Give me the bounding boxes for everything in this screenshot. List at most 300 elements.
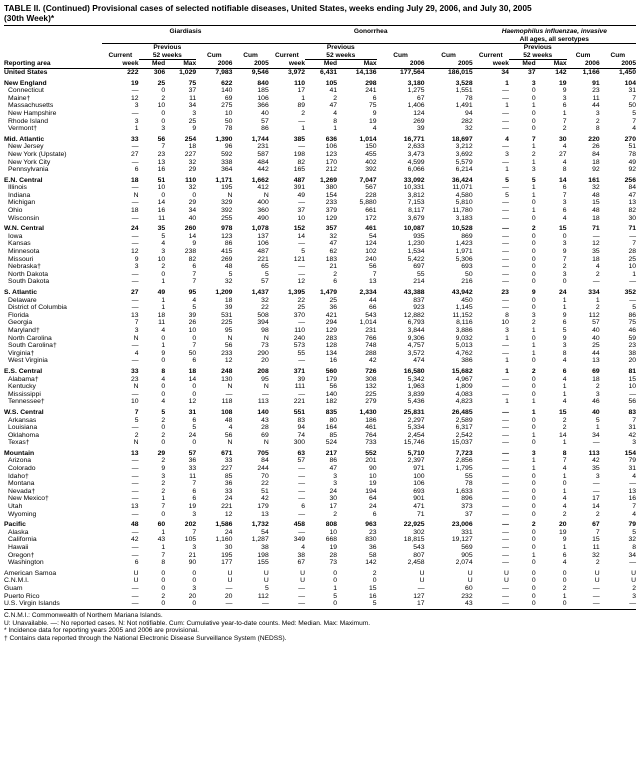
value-cell: 41 bbox=[329, 87, 338, 95]
value-cell: 693 bbox=[413, 487, 425, 495]
value-cell: 43 bbox=[261, 416, 269, 424]
value-cell: 2,458 bbox=[407, 559, 425, 567]
value-cell: 0 bbox=[531, 117, 536, 125]
value-cell: — bbox=[502, 214, 509, 222]
value-cell: 1,078 bbox=[251, 225, 269, 233]
value-cell: 7 bbox=[632, 94, 636, 102]
value-cell: 48 bbox=[592, 191, 600, 199]
value-cell: 31 bbox=[628, 465, 636, 473]
value-cell: 21 bbox=[329, 263, 338, 271]
value-cell: 3 bbox=[595, 390, 600, 398]
value-cell: 0 bbox=[531, 109, 536, 117]
value-cell: 232 bbox=[461, 592, 473, 600]
table-row bbox=[4, 143, 636, 151]
value-cell: — bbox=[502, 457, 509, 465]
value-cell: 5 bbox=[632, 528, 636, 536]
value-cell: 15,746 bbox=[403, 439, 425, 447]
value-cell: 971 bbox=[413, 465, 425, 473]
value-cell: 86 bbox=[628, 311, 636, 319]
value-cell: 51 bbox=[157, 176, 166, 184]
value-cell: 0 bbox=[531, 536, 536, 544]
reporting-area-cell: Indiana bbox=[8, 191, 31, 199]
value-cell: 0 bbox=[161, 270, 166, 278]
value-cell: 2 bbox=[595, 304, 600, 312]
value-cell: — bbox=[502, 87, 509, 95]
value-cell: 7 bbox=[632, 503, 636, 511]
value-cell: — bbox=[131, 592, 139, 600]
value-cell: 7 bbox=[632, 240, 636, 248]
value-cell: 1 bbox=[505, 166, 509, 174]
value-cell: 18 bbox=[592, 158, 600, 166]
table-row bbox=[4, 391, 636, 399]
value-cell: 1 bbox=[161, 544, 166, 551]
value-cell: 0 bbox=[531, 528, 536, 536]
value-cell: 766 bbox=[365, 334, 377, 342]
value-cell: 290 bbox=[257, 349, 269, 357]
table-row bbox=[4, 327, 636, 335]
value-cell: 471 bbox=[413, 503, 425, 511]
value-cell: 50 bbox=[188, 349, 197, 357]
value-cell: 57 bbox=[261, 117, 269, 125]
value-cell: 3,528 bbox=[455, 79, 473, 87]
value-cell: — bbox=[298, 510, 306, 518]
value-cell: 3 bbox=[562, 199, 567, 207]
table-row bbox=[4, 87, 636, 95]
reporting-area-cell: U.S. Virgin Islands bbox=[4, 600, 60, 608]
value-cell: 140 bbox=[221, 87, 233, 95]
value-cell: 1,166 bbox=[582, 68, 600, 76]
value-cell: 182 bbox=[325, 398, 338, 406]
group-haemophilus-sub: All ages, all serotypes bbox=[473, 36, 636, 44]
table-row bbox=[4, 457, 636, 465]
value-cell: 106 bbox=[325, 143, 338, 151]
reporting-area-cell: South Dakota bbox=[8, 278, 50, 286]
value-cell: 40 bbox=[592, 334, 600, 342]
value-cell: 0 bbox=[161, 117, 166, 125]
value-cell: — bbox=[502, 584, 509, 592]
value-cell: 4 bbox=[562, 158, 567, 166]
value-cell: 748 bbox=[365, 342, 377, 350]
value-cell: 3 bbox=[632, 592, 636, 600]
table-row bbox=[4, 151, 636, 159]
value-cell: 4 bbox=[228, 424, 233, 432]
value-cell: — bbox=[131, 600, 139, 608]
value-cell: — bbox=[131, 457, 139, 465]
value-cell: 1 bbox=[333, 125, 338, 133]
value-cell: 1 bbox=[161, 296, 166, 304]
value-cell: 2 bbox=[333, 270, 338, 278]
value-cell: 2 bbox=[301, 109, 306, 117]
value-cell: 0 bbox=[531, 480, 536, 488]
value-cell: 123 bbox=[325, 150, 338, 158]
value-cell: 298 bbox=[365, 79, 377, 87]
value-cell: 81 bbox=[628, 367, 636, 375]
value-cell: 47 bbox=[628, 191, 636, 199]
value-cell: 23 bbox=[368, 528, 377, 536]
value-cell: 33 bbox=[130, 135, 139, 143]
value-cell: 121 bbox=[293, 255, 306, 263]
hdr-cum: Cum bbox=[393, 52, 408, 60]
value-cell: — bbox=[502, 449, 509, 457]
value-cell: 573 bbox=[293, 342, 306, 350]
table-row bbox=[4, 465, 636, 473]
value-cell: 2 bbox=[161, 416, 166, 424]
value-cell: 106 bbox=[413, 480, 425, 488]
group-haemophilus: Haemophilus influenzae, invasive bbox=[501, 28, 607, 35]
value-cell: 42 bbox=[368, 357, 377, 365]
value-cell: — bbox=[131, 584, 139, 592]
value-cell: 3,679 bbox=[407, 214, 425, 222]
value-cell: 40 bbox=[592, 326, 600, 334]
value-cell: 57 bbox=[592, 319, 600, 327]
value-cell: U bbox=[300, 577, 306, 585]
table-row bbox=[4, 376, 636, 384]
value-cell: U bbox=[300, 569, 306, 577]
hdr-2005: 2005 bbox=[600, 60, 636, 69]
region-row bbox=[4, 174, 636, 185]
value-cell: 32 bbox=[465, 125, 473, 133]
value-cell: 10 bbox=[157, 102, 166, 110]
value-cell: 37 bbox=[188, 87, 197, 95]
value-cell: 9 bbox=[161, 465, 166, 473]
value-cell: 19 bbox=[368, 117, 377, 125]
value-cell: 6 bbox=[372, 510, 377, 518]
reporting-area-cell: W.N. Central bbox=[4, 225, 45, 233]
value-cell: 0 bbox=[161, 390, 166, 398]
value-cell: 7 bbox=[531, 135, 536, 143]
table-row bbox=[4, 503, 636, 511]
value-cell: — bbox=[298, 465, 306, 473]
value-cell: — bbox=[298, 199, 306, 207]
value-cell: 60 bbox=[157, 521, 166, 529]
value-cell: 0 bbox=[161, 439, 166, 447]
value-cell: 0 bbox=[161, 510, 166, 518]
value-cell: N bbox=[133, 383, 139, 391]
value-cell: 123 bbox=[221, 232, 233, 240]
value-cell: 6 bbox=[562, 551, 567, 559]
value-cell: — bbox=[298, 584, 306, 592]
value-cell: 5,880 bbox=[359, 199, 377, 207]
value-cell: 2 bbox=[161, 94, 166, 102]
value-cell: 1,534 bbox=[407, 248, 425, 256]
value-cell: — bbox=[502, 207, 509, 215]
value-cell: 5,579 bbox=[455, 158, 473, 166]
value-cell: U bbox=[227, 569, 233, 577]
value-cell: 84 bbox=[592, 150, 600, 158]
value-cell: 0 bbox=[531, 544, 536, 551]
table-row bbox=[4, 297, 636, 305]
value-cell: 31 bbox=[628, 424, 636, 432]
value-cell: 4 bbox=[333, 109, 338, 117]
region-row bbox=[4, 77, 636, 88]
reporting-area-cell: United States bbox=[4, 68, 48, 76]
value-cell: 233 bbox=[325, 199, 338, 207]
value-cell: 2 bbox=[531, 367, 536, 375]
value-cell: 18 bbox=[224, 296, 233, 304]
value-cell: 5 bbox=[134, 416, 139, 424]
value-cell: 51 bbox=[628, 143, 636, 151]
value-cell: 5 bbox=[562, 326, 567, 334]
value-cell: 1 bbox=[505, 102, 509, 110]
value-cell: 5 bbox=[161, 408, 166, 416]
value-cell: 7 bbox=[134, 319, 139, 327]
value-cell: 26 bbox=[592, 143, 600, 151]
value-cell: 0 bbox=[531, 416, 536, 424]
value-cell: 44 bbox=[592, 102, 600, 110]
value-cell: 4 bbox=[161, 326, 166, 334]
value-cell: 221 bbox=[293, 398, 306, 406]
value-cell: 458 bbox=[293, 521, 306, 529]
value-cell: 0 bbox=[562, 569, 567, 577]
value-cell: 106 bbox=[257, 240, 269, 248]
value-cell: N bbox=[133, 439, 139, 447]
value-cell: 3 bbox=[632, 439, 636, 447]
value-cell: 5 bbox=[228, 270, 233, 278]
value-cell: 524 bbox=[325, 439, 338, 447]
reporting-area-cell: Nevada† bbox=[8, 487, 36, 495]
reporting-area-cell: Florida bbox=[8, 311, 29, 319]
value-cell: — bbox=[131, 304, 139, 312]
value-cell: 32 bbox=[261, 296, 269, 304]
value-cell: 35 bbox=[592, 465, 600, 473]
value-cell: 0 bbox=[531, 495, 536, 503]
value-cell: 33 bbox=[130, 367, 139, 375]
table-row bbox=[4, 536, 636, 544]
value-cell: 56 bbox=[628, 398, 636, 406]
hdr-week: week bbox=[473, 60, 509, 69]
value-cell: — bbox=[502, 232, 509, 240]
table-row bbox=[4, 256, 636, 264]
value-cell: 14 bbox=[558, 176, 567, 184]
value-cell: 198 bbox=[293, 150, 306, 158]
value-cell: U bbox=[594, 577, 600, 585]
value-cell: 0 bbox=[161, 357, 166, 365]
value-cell: 9 bbox=[134, 255, 139, 263]
value-cell: 11 bbox=[592, 94, 600, 102]
hdr-current-3: Current bbox=[478, 52, 503, 60]
value-cell: 1,744 bbox=[251, 135, 269, 143]
value-cell: 668 bbox=[325, 536, 338, 544]
value-cell: 0 bbox=[531, 296, 536, 304]
reporting-area-cell: Arizona bbox=[8, 457, 32, 465]
value-cell: 23 bbox=[592, 87, 600, 95]
value-cell: — bbox=[502, 390, 509, 398]
value-cell: 11 bbox=[189, 94, 197, 102]
table-row bbox=[4, 495, 636, 503]
value-cell: 1 bbox=[301, 94, 306, 102]
region-row bbox=[4, 365, 636, 376]
value-cell: 32 bbox=[628, 536, 636, 544]
value-cell: 2 bbox=[161, 487, 166, 495]
value-cell: 20 bbox=[188, 592, 197, 600]
value-cell: 1,437 bbox=[251, 289, 269, 296]
value-cell: 0 bbox=[531, 375, 536, 383]
value-cell: 67 bbox=[592, 521, 600, 529]
value-cell: 3,844 bbox=[407, 326, 425, 334]
value-cell: 1 bbox=[562, 109, 567, 117]
value-cell: 65 bbox=[261, 263, 269, 271]
footnote: † Contains data reported through the National Electronic Disease Surveillance System (NEDSS). bbox=[4, 635, 287, 643]
value-cell: — bbox=[629, 480, 636, 488]
value-cell: 3 bbox=[134, 263, 139, 271]
value-cell: 60 bbox=[465, 584, 473, 592]
value-cell: — bbox=[502, 304, 509, 312]
table-body bbox=[4, 68, 636, 607]
value-cell: 661 bbox=[365, 207, 377, 215]
hdr-max: Max bbox=[337, 60, 377, 69]
value-cell: 869 bbox=[461, 232, 473, 240]
value-cell: 978 bbox=[221, 225, 233, 233]
value-cell: 90 bbox=[368, 465, 377, 473]
value-cell: 835 bbox=[325, 408, 338, 416]
value-cell: 10 bbox=[628, 383, 636, 391]
value-cell: 0 bbox=[531, 559, 536, 567]
value-cell: 5 bbox=[505, 191, 509, 199]
value-cell: 100 bbox=[413, 472, 425, 480]
value-cell: U bbox=[631, 577, 636, 585]
table-row bbox=[4, 488, 636, 496]
value-cell: 1 bbox=[595, 296, 600, 304]
value-cell: 392 bbox=[221, 207, 233, 215]
value-cell: 248 bbox=[221, 367, 233, 375]
value-cell: — bbox=[592, 592, 600, 600]
value-cell: 0 bbox=[562, 577, 567, 585]
value-cell: — bbox=[502, 109, 509, 117]
value-cell: — bbox=[502, 439, 509, 447]
value-cell: 1,406 bbox=[407, 102, 425, 110]
value-cell: 214 bbox=[413, 278, 425, 286]
value-cell: 14 bbox=[297, 232, 306, 240]
value-cell: 71 bbox=[417, 510, 425, 518]
value-cell: 18 bbox=[592, 375, 600, 383]
value-cell: — bbox=[592, 278, 600, 286]
reporting-area-cell: Washington bbox=[8, 559, 44, 567]
reporting-area-cell: Wyoming bbox=[8, 510, 37, 518]
value-cell: 764 bbox=[365, 431, 377, 439]
table-row bbox=[4, 350, 636, 358]
value-cell: 1 bbox=[531, 207, 536, 215]
value-cell: 42 bbox=[261, 495, 269, 503]
value-cell: 27 bbox=[130, 150, 139, 158]
value-cell: 15 bbox=[628, 375, 636, 383]
value-cell: 32 bbox=[224, 278, 233, 286]
value-cell: — bbox=[592, 480, 600, 488]
value-cell: — bbox=[298, 472, 306, 480]
value-cell: 28 bbox=[329, 551, 338, 559]
value-cell: 46 bbox=[592, 398, 600, 406]
value-cell: 216 bbox=[461, 278, 473, 286]
value-cell: 1 bbox=[562, 383, 567, 391]
value-cell: 18 bbox=[130, 207, 139, 215]
hdr-cum: Cum bbox=[206, 52, 222, 60]
value-cell: 370 bbox=[293, 311, 306, 319]
value-cell: — bbox=[298, 495, 306, 503]
value-cell: 9,032 bbox=[455, 334, 473, 342]
value-cell: 5 bbox=[192, 304, 197, 312]
value-cell: 9 bbox=[161, 349, 166, 357]
table-row bbox=[4, 199, 636, 207]
value-cell: 1 bbox=[505, 367, 509, 375]
region-row bbox=[4, 133, 636, 144]
reporting-area-cell: New Jersey bbox=[8, 143, 44, 151]
value-cell: 127 bbox=[413, 592, 425, 600]
value-cell: 34 bbox=[592, 431, 600, 439]
value-cell: 18,815 bbox=[403, 536, 425, 544]
table-row bbox=[4, 383, 636, 391]
value-cell: 1 bbox=[161, 304, 166, 312]
value-cell: 8 bbox=[595, 125, 600, 133]
value-cell: 46 bbox=[628, 326, 636, 334]
value-cell: 279 bbox=[365, 398, 377, 406]
value-cell: N bbox=[263, 334, 269, 342]
value-cell: 6,317 bbox=[455, 424, 473, 432]
value-cell: 36,424 bbox=[451, 176, 473, 184]
reporting-area-cell: C.N.M.I. bbox=[4, 577, 29, 585]
region-row bbox=[4, 286, 636, 297]
value-cell: 23 bbox=[157, 150, 166, 158]
value-cell: 923 bbox=[413, 304, 425, 312]
reporting-area-cell: Pacific bbox=[4, 521, 26, 529]
value-cell: 44 bbox=[368, 296, 377, 304]
value-cell: 13 bbox=[261, 510, 269, 518]
value-cell: 0 bbox=[562, 232, 567, 240]
hdr-2006: 2006 bbox=[377, 60, 425, 69]
value-cell: 0 bbox=[192, 390, 197, 398]
value-cell: 177,564 bbox=[400, 68, 425, 76]
value-cell: 28 bbox=[628, 248, 636, 256]
table-row bbox=[4, 159, 636, 167]
reporting-area-cell: Mid. Atlantic bbox=[4, 135, 45, 143]
value-cell: 412 bbox=[257, 184, 269, 192]
value-cell: 963 bbox=[365, 521, 377, 529]
value-cell: — bbox=[502, 424, 509, 432]
value-cell: 19,127 bbox=[451, 536, 473, 544]
value-cell: 3 bbox=[505, 150, 509, 158]
table-row bbox=[4, 319, 636, 327]
value-cell: — bbox=[131, 158, 139, 166]
value-cell: 7 bbox=[595, 528, 600, 536]
value-cell: 98 bbox=[261, 326, 269, 334]
value-cell: 69 bbox=[592, 367, 600, 375]
value-cell: 0 bbox=[531, 600, 536, 608]
value-cell: 4 bbox=[562, 398, 567, 406]
footnotes bbox=[4, 612, 636, 643]
value-cell: 221 bbox=[257, 255, 269, 263]
value-cell: 33 bbox=[224, 487, 233, 495]
value-cell: 0 bbox=[531, 255, 536, 263]
reporting-area-cell: Tennessee† bbox=[8, 398, 45, 406]
value-cell: 357 bbox=[325, 225, 338, 233]
value-cell: 7,047 bbox=[359, 176, 377, 184]
reporting-area-cell: Illinois bbox=[8, 184, 27, 192]
value-cell: U bbox=[467, 569, 473, 577]
value-cell: 10 bbox=[368, 472, 377, 480]
value-cell: — bbox=[131, 551, 139, 559]
table-row bbox=[4, 600, 636, 608]
value-cell: — bbox=[502, 225, 509, 233]
value-cell: 82 bbox=[628, 207, 636, 215]
value-cell: 10 bbox=[329, 528, 338, 536]
disease-table bbox=[4, 25, 636, 610]
value-cell: 1,145 bbox=[455, 304, 473, 312]
value-cell: 1 bbox=[161, 528, 166, 536]
value-cell: 12,882 bbox=[403, 311, 425, 319]
table-row bbox=[4, 544, 636, 552]
value-cell: 40 bbox=[592, 408, 600, 416]
value-cell: 25 bbox=[297, 304, 306, 312]
value-cell: 1 bbox=[531, 431, 536, 439]
value-cell: 5,436 bbox=[407, 398, 425, 406]
